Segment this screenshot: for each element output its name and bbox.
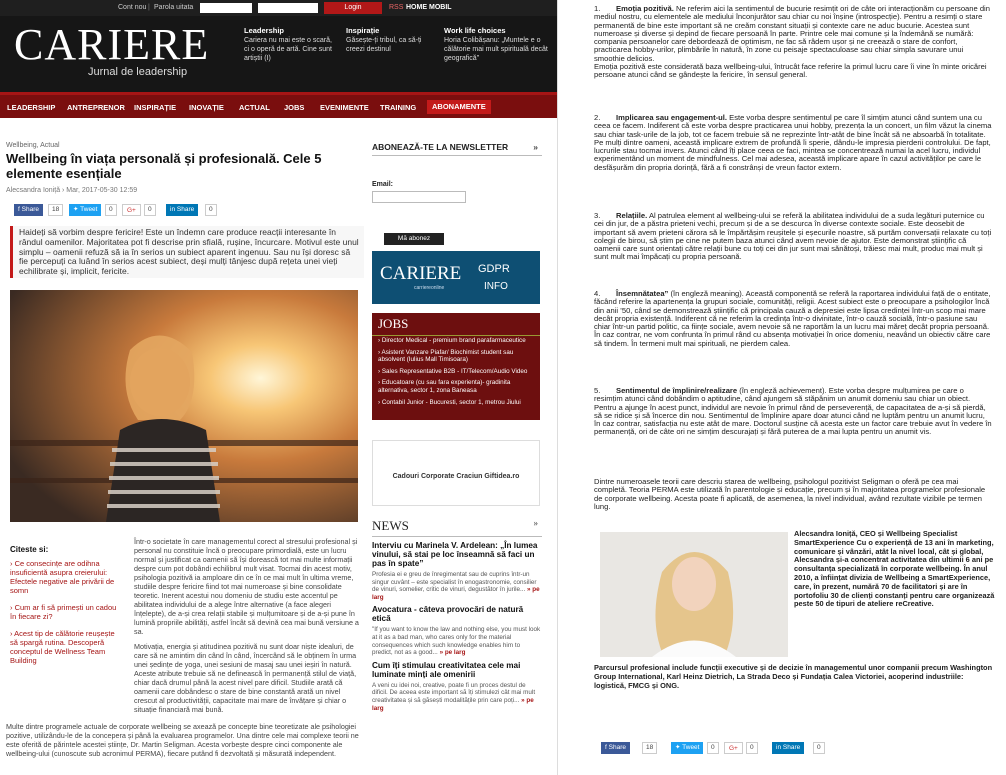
news-box — [372, 518, 542, 712]
article-meta: Alecsandra Ioniță › Mar, 2017-05-30 12:59 — [6, 187, 138, 194]
nav-abonamente[interactable]: ABONAMENTE — [427, 100, 491, 114]
gplus-button[interactable]: G+ — [122, 204, 141, 216]
author-photo — [600, 532, 788, 657]
nav-inovatie[interactable]: INOVAȚIE — [189, 103, 224, 112]
twitter-icon: ✦ — [675, 744, 683, 751]
chevron-right-icon: » — [533, 142, 538, 152]
username-input[interactable] — [200, 3, 252, 13]
promo-leadership[interactable]: Leadership Cariera nu mai este o scară, ci o operă de artă. Cine sunt artiștii (I) — [244, 26, 332, 62]
related-heading: Citeste si: — [10, 545, 49, 554]
password-input[interactable] — [258, 3, 318, 13]
facebook-icon: f — [605, 744, 609, 751]
news-item-title[interactable]: Avocatura - câteva provocări de natură etică — [372, 605, 524, 624]
home-link[interactable]: HOME — [406, 4, 427, 11]
perma-item-2: 2. Implicarea sau engagement-ul. Este vorba despre sentimentul pe care îl simțim atunci când suntem una cu ceea ce facem. Indiferent că este vorba despre practicarea unui hobby, prezența la un concert, un film văzut la cinema sau chiar task-urile de la job, tot ce facem trebuie să ne reprezinte într-atât de bine încât să ne absoarbă în totalitate. Pe mulți dintre oameni, această implicare extrem de profundă îi sperie, dându-le impresia pierderii controlului. De fapt, lucrurile stau tocmai invers. Atunci când îți place ceea ce faci, mintea se concentrează numai la acel lucru, individul experimentând un moment de mindfulness. Cel mai adesea, această implicare apare în cazul activităților pe care le desfășurăm din propria dorință, fără a fi constrânși de vreun factor extern. — [594, 113, 992, 172]
tweet-button[interactable]: ✦ Tweet — [671, 742, 703, 754]
linkedin-count: 0 — [813, 742, 825, 754]
read-more-link[interactable]: » pe larg — [372, 696, 534, 712]
article-title: Wellbeing în viața personală și profesională. Cele 5 elemente esențiale — [6, 151, 322, 181]
facebook-share-count: 18 — [48, 204, 63, 216]
article-photo — [10, 290, 358, 522]
sunset-woman-image — [10, 290, 358, 522]
email-field[interactable] — [372, 191, 466, 203]
newsletter-box — [372, 142, 542, 245]
author-career: Parcursul profesional include funcții executive și de decizie în managementul unor companii precum Washington Group International, Karl Heinz Dietrich, La Strada Deco și Fundația Calea Victoriei, acoperind industriile: logistică, FMCG și ONG. — [594, 663, 993, 690]
top-bar: Cont nou | Parola uitata Login RSS HOME MOBIL — [0, 0, 557, 16]
subscribe-button[interactable]: Mă abonez — [384, 233, 444, 245]
related-articles — [10, 545, 122, 673]
tweet-count: 0 — [105, 204, 117, 216]
mobile-link[interactable]: MOBIL — [429, 4, 452, 11]
related-link[interactable]: › Cum ar fi să primești un cadou în fiecare zi? — [10, 603, 117, 621]
jobs-heading: JOBS — [372, 313, 540, 336]
article-header — [6, 142, 368, 194]
news-item: Interviu cu Marinela V. Ardelean: „În lumea vinului, să stai pe loc înseamnă să faci un pas în spate” Profesia ei e greu de înregimentat sau de cuprins într-un singur cuvânt – este specialist în enogastronomie, consilier de vinuri, somelier, critic de vinuri, degustător în jurile... » pe larg — [372, 541, 542, 601]
promo-work-life[interactable]: Work life choices Horia Colibășanu: „Muntele e o călătorie mai mult spirituală decât geografică” — [444, 26, 548, 62]
article-paragraph: Într-o societate în care managementul corect al stresului profesional și personal nu constituie încă o preocupare primordială, este un lucru normal și justificat ca oamenii să își dorească tot mai multe informații despre cum pot dobândi echilibrul mult visat. Tocmai din acest motiv, psihologia pozitivă ia amploare din ce în ce mai mult în ultima vreme, studiile despre fericire fiind tot mai numeroase și bine consolidate teoretic. Inerent acestui nou domeniu de studiu este accentul pe abilitatea individului de a alege între alternative (a face alegeri înțelepte), de a-și crea relații stabile și mulțumitoare și de a-și pune în lumină propriile abilități, astfel încât să devină cea mai bună versiune a sa. — [134, 537, 359, 636]
facebook-share-count: 18 — [642, 742, 657, 754]
forgot-password-link[interactable]: Parola uitata — [154, 4, 194, 11]
site-logo[interactable]: CARIERE — [14, 20, 210, 69]
gift-ad[interactable]: Cadouri Corporate Craciun Giftidea.ro — [372, 440, 540, 506]
facebook-share-button[interactable]: f Share — [14, 204, 43, 216]
chevron-right-icon: » — [533, 518, 538, 528]
main-nav — [0, 92, 557, 118]
site-tagline: Jurnal de leadership — [88, 66, 188, 78]
job-link[interactable]: › Asistent Vanzare Piafar/ Biochimist student sau absolvent (Iulius Mall Timisoara) — [378, 348, 514, 364]
right-page — [557, 0, 1006, 775]
tweet-count: 0 — [707, 742, 719, 754]
read-more-link[interactable]: » pe larg — [439, 649, 466, 657]
nav-actual[interactable]: ACTUAL — [239, 103, 270, 112]
new-account-link[interactable]: Cont nou — [118, 4, 147, 11]
news-item: Cum îți stimulau creativitatea cele mai luminate minți ale omenirii A veni cu idei noi, creative, poate fi un proces destul de dificil. De aceea este important să îți stimulezi cât mai mult creativitatea și să găsești modalitățile prin care poți... » pe larg — [372, 661, 542, 712]
nav-jobs[interactable]: JOBS — [284, 103, 305, 112]
linkedin-count: 0 — [205, 204, 217, 216]
article-paragraph: Motivația, energia și atitudinea pozitivă nu sunt doar niște idealuri, de care să ne amintim din când în când, încercând să le obținem în urma unei ședințe de yoga, unei sesiuni de masaj sau unei ieșiri în natură. Aceste atribute trebuie să ne definească în permanență stilul de viață, chiar dacă drumul până la acest nivel pare dificil. Studiile arată că oamenii care dobândesc o stare de bine constantă arată un nivel crescut al productivității, capacitate mai mare de învățare și chiar o situație financiară mai bună. — [134, 642, 357, 714]
gdpr-banner[interactable] — [372, 251, 540, 304]
twitter-icon: ✦ — [73, 206, 81, 213]
gplus-count: 0 — [144, 204, 156, 216]
facebook-share-button[interactable]: f Share — [601, 742, 630, 754]
linkedin-share-button[interactable]: in Share — [772, 742, 804, 754]
news-heading: NEWS — [372, 518, 409, 533]
promo-inspiratie[interactable]: Inspirație Găsește-ți tribul, ca să-ți creezi destinul — [346, 26, 422, 53]
related-link[interactable]: › Ce consecințe are odihna insuficientă asupra creierului: Efectele negative ale privării de somn — [10, 559, 115, 595]
closing-paragraph: Dintre numeroasele teorii care descriu starea de wellbeing, psihologul pozitivist Seligman o oferă pe cea mai completă. Teoria PERMA este utilizată în parentologie și educație, precum și în majoritatea programelor profesionale de corporate wellbeing. Acesta poate fi aplicată, de asemenea, la nivel individual, având rezultate vizibile pe termen lung. — [594, 477, 986, 511]
gplus-count: 0 — [746, 742, 758, 754]
rss-link[interactable]: RSS — [389, 4, 404, 11]
nav-antreprenor[interactable]: ANTREPRENOR — [67, 103, 125, 112]
email-label: Email: — [372, 181, 394, 188]
linkedin-icon: in — [170, 206, 177, 213]
facebook-icon: f — [18, 206, 22, 213]
perma-item-3: 3. Relațiile. Al patrulea element al wellbeing-ului se referă la abilitatea individului de a suda legături puternice cu cei din jur, de a păstra prieteni vechi, precum și de a se descurca în diverse contexte sociale. Este deosebit de important să avem prieteni cărora să le împărtășim reușitele și eșecurile noastre, să purtăm conversații relaxate cu toți colegii de birou, să știm pe cine ne putem baza atunci când avem nevoie de ajutor. Este demonstrat științific că oamenii care sunt orientați către relații bune cu toți cei din jur sunt mai sănătoși, trăiesc mai mult, produc mai mult și sunt mult mai împăcați cu propria persoană. — [594, 211, 992, 262]
job-link[interactable]: › Director Medical - premium brand parafarmaceutice — [378, 337, 526, 344]
banner-gdpr: GDPR — [478, 263, 510, 275]
article-paragraph: Multe dintre programele actuale de corporate wellbeing se axează pe concepte bine teoretizate ale psihologiei pozitive, utilizându-le de la concepera și până la evaluarea programelor. Una dintre cele mai complexe teorii ne este oferită de părintele acestei științe, Dr. Martin Seligman. Acesta vorbește despre cinci componente ale wellbeing-ului (cunoscute sub acronimul PERMA), fiecare putând fi dezvoltată și măsurată independent. — [6, 722, 359, 758]
perma-item-4: 4. Însemnătatea” (în engleză meaning). Această componentă se referă la raportarea individului față de o entitate, făcând referire la apartenența la grupuri sociale, comunități, religii. Acest subiect este o preocupare a psihologilor încă din anii ’50, când se demonstrează științific că principala cauză a depresiei este lipsa credinței într-un scop mai mare decât propria existență. Indiferent că ne referim la credința într-o divinitate, într-o cauză socială, într-o pasiune sau chiar într-un partid politic, ca ființe sociale, avem nevoie să ne raportăm la un lucru mai măreț decât propria persoană. În caz contrar, ne vom confrunta în primul rând cu absența motivației în orice domeniu, neavând un obiectiv către care să tindem. În termeni mult mai spirituali, ne pierdem calea. — [594, 289, 991, 348]
perma-item-1: 1. Emoția pozitivă. Ne referim aici la sentimentul de bucurie resimțit ori de câte ori interacționăm cu persoane din mediul nostru, cu elementele ale mediului înconjurător sau chiar cu noi înșine (introspecție). Pentru a resimți o stare permanentă de bine este important să ne creăm constant situații și contexte care ne aduc bucurie. Acestea sunt numeroase și diverse și depind de fiecare persoană în parte. Printre cele mai comune și la îndemână se numără: compania persoanelor care debordează de optimism, ne fac să râdem ușor și ne creează o stare de confort, practicarea hobby-urilor, plimbările în natură, în zone cu peisaje spectaculoase sau chiar simpla savurare unui smoothie delicios. Emoția pozitivă este considerată baza wellbeing-ului, întrucât face referire la primul lucru care îi vine în minte oricărei persoane atunci când se gândește la fericire, în sensul general. — [594, 4, 990, 80]
linkedin-icon: in — [776, 744, 783, 751]
job-link[interactable]: › Educatoare (cu sau fara experienta)- gradinita alternativa, sector 1, zona Baneasa — [378, 379, 511, 394]
tweet-button[interactable]: ✦ Tweet — [69, 204, 101, 216]
news-item-title[interactable]: Interviu cu Marinela V. Ardelean: „În lumea vinului, să stai pe loc înseamnă să faci un pas în spate” — [372, 541, 538, 568]
article-lead: Haideți să vorbim despre fericire! Este un îndemn care produce reacții interesante în rândul oamenilor. Majoritatea pot fi descrise prin sfială, rușine, încurcare. Motivul este unul simplu – oamenii refuză să ia în serios un subiect aparent ingenuu. Sau nu își doresc să fie percepuți ca luând în serios acest subiect, deși mulți tânjesc după rețeta unei vieți echilibrate și, implicit, fericite. — [10, 226, 364, 278]
linkedin-share-button[interactable]: in Share — [166, 204, 198, 216]
jobs-box — [372, 313, 540, 420]
nav-evenimente[interactable]: EVENIMENTE — [320, 103, 369, 112]
news-item-title[interactable]: Cum îți stimulau creativitatea cele mai luminate minți ale omenirii — [372, 660, 521, 679]
masthead — [0, 16, 557, 92]
news-item: Avocatura - câteva provocări de natură etică "If you want to know the law and nothing else, you must look at it as a bad man, who cares only for the material consequences which such knowledge enables him to predict, not as a good... » pe larg — [372, 605, 541, 657]
job-link[interactable]: › Contabil Junior - Bucuresti, sector 1, metrou Jiului — [378, 398, 521, 406]
nav-training[interactable]: TRAINING — [380, 103, 417, 112]
perma-item-5: 5. Sentimentul de împlinire/realizare (în engleză achievement). Este vorba despre mulțumirea pe care o resimțim atunci când dobândim o aptitudine, când ajungem să stăpânim un anumit domeniu sau chiar un obiect. Pentru a ajunge în acest punct, individul are nevoie în primul rând de perseverență, de capacitatea de a-și să pierdă, să se ridice și să încerce din nou. Sentimentul de împlinire apare doar atunci când ne luptăm pentru un anumit lucru, în caz contrar, satisfacția nu este atât de mare. Doctorul susține că acesta este un factor care trebuie avut în vedere în permanență, ori de câte ori ne simțim descurajați și fără puterea de a mai lupta pentru un anumit vis. — [594, 386, 992, 437]
banner-logo: CARIERE — [380, 263, 462, 284]
gplus-button[interactable]: G+ — [724, 742, 743, 754]
job-link[interactable]: › Sales Representative B2B - IT/Telecom/Audio Video — [378, 367, 528, 375]
nav-inspiratie[interactable]: INSPIRAȚIE — [134, 103, 177, 112]
newsletter-heading: ABONEAZĂ-TE LA NEWSLETTER — [372, 142, 509, 152]
author-bio: Alecsandra Ioniță, CEO și Wellbeing Specialist SmartExperience Cu o experiență de 13 ani în marketing, comunicare și vânzări, atât la nivel local, cât și global, Alecsandra și-a concentrat activitatea din ultimii 6 ani pe consultanța specializată în corporate wellbeing. În anul 2010, a înființat divizia de Wellbeing a SmartExperience, care, în prezent, numără 70 de facilitatori și are în portofoliu 30 de clienți constanți pentru care organizează peste 50 de tipuri de ateliere reCreative. — [794, 529, 995, 609]
nav-leadership[interactable]: LEADERSHIP — [7, 103, 56, 112]
related-link[interactable]: › Acest tip de călătorie reușește să spargă rutina. Descoperă conceptul de Wellness Team Building — [10, 629, 115, 665]
banner-sub: carriereonline — [414, 285, 445, 291]
breadcrumb[interactable]: Wellbeing, Actual — [6, 142, 60, 149]
author-portrait-image — [600, 532, 788, 657]
article-body — [134, 537, 364, 714]
banner-info: INFO — [484, 281, 508, 292]
login-button[interactable]: Login — [324, 2, 382, 14]
read-more-link[interactable]: » pe larg — [372, 586, 540, 601]
